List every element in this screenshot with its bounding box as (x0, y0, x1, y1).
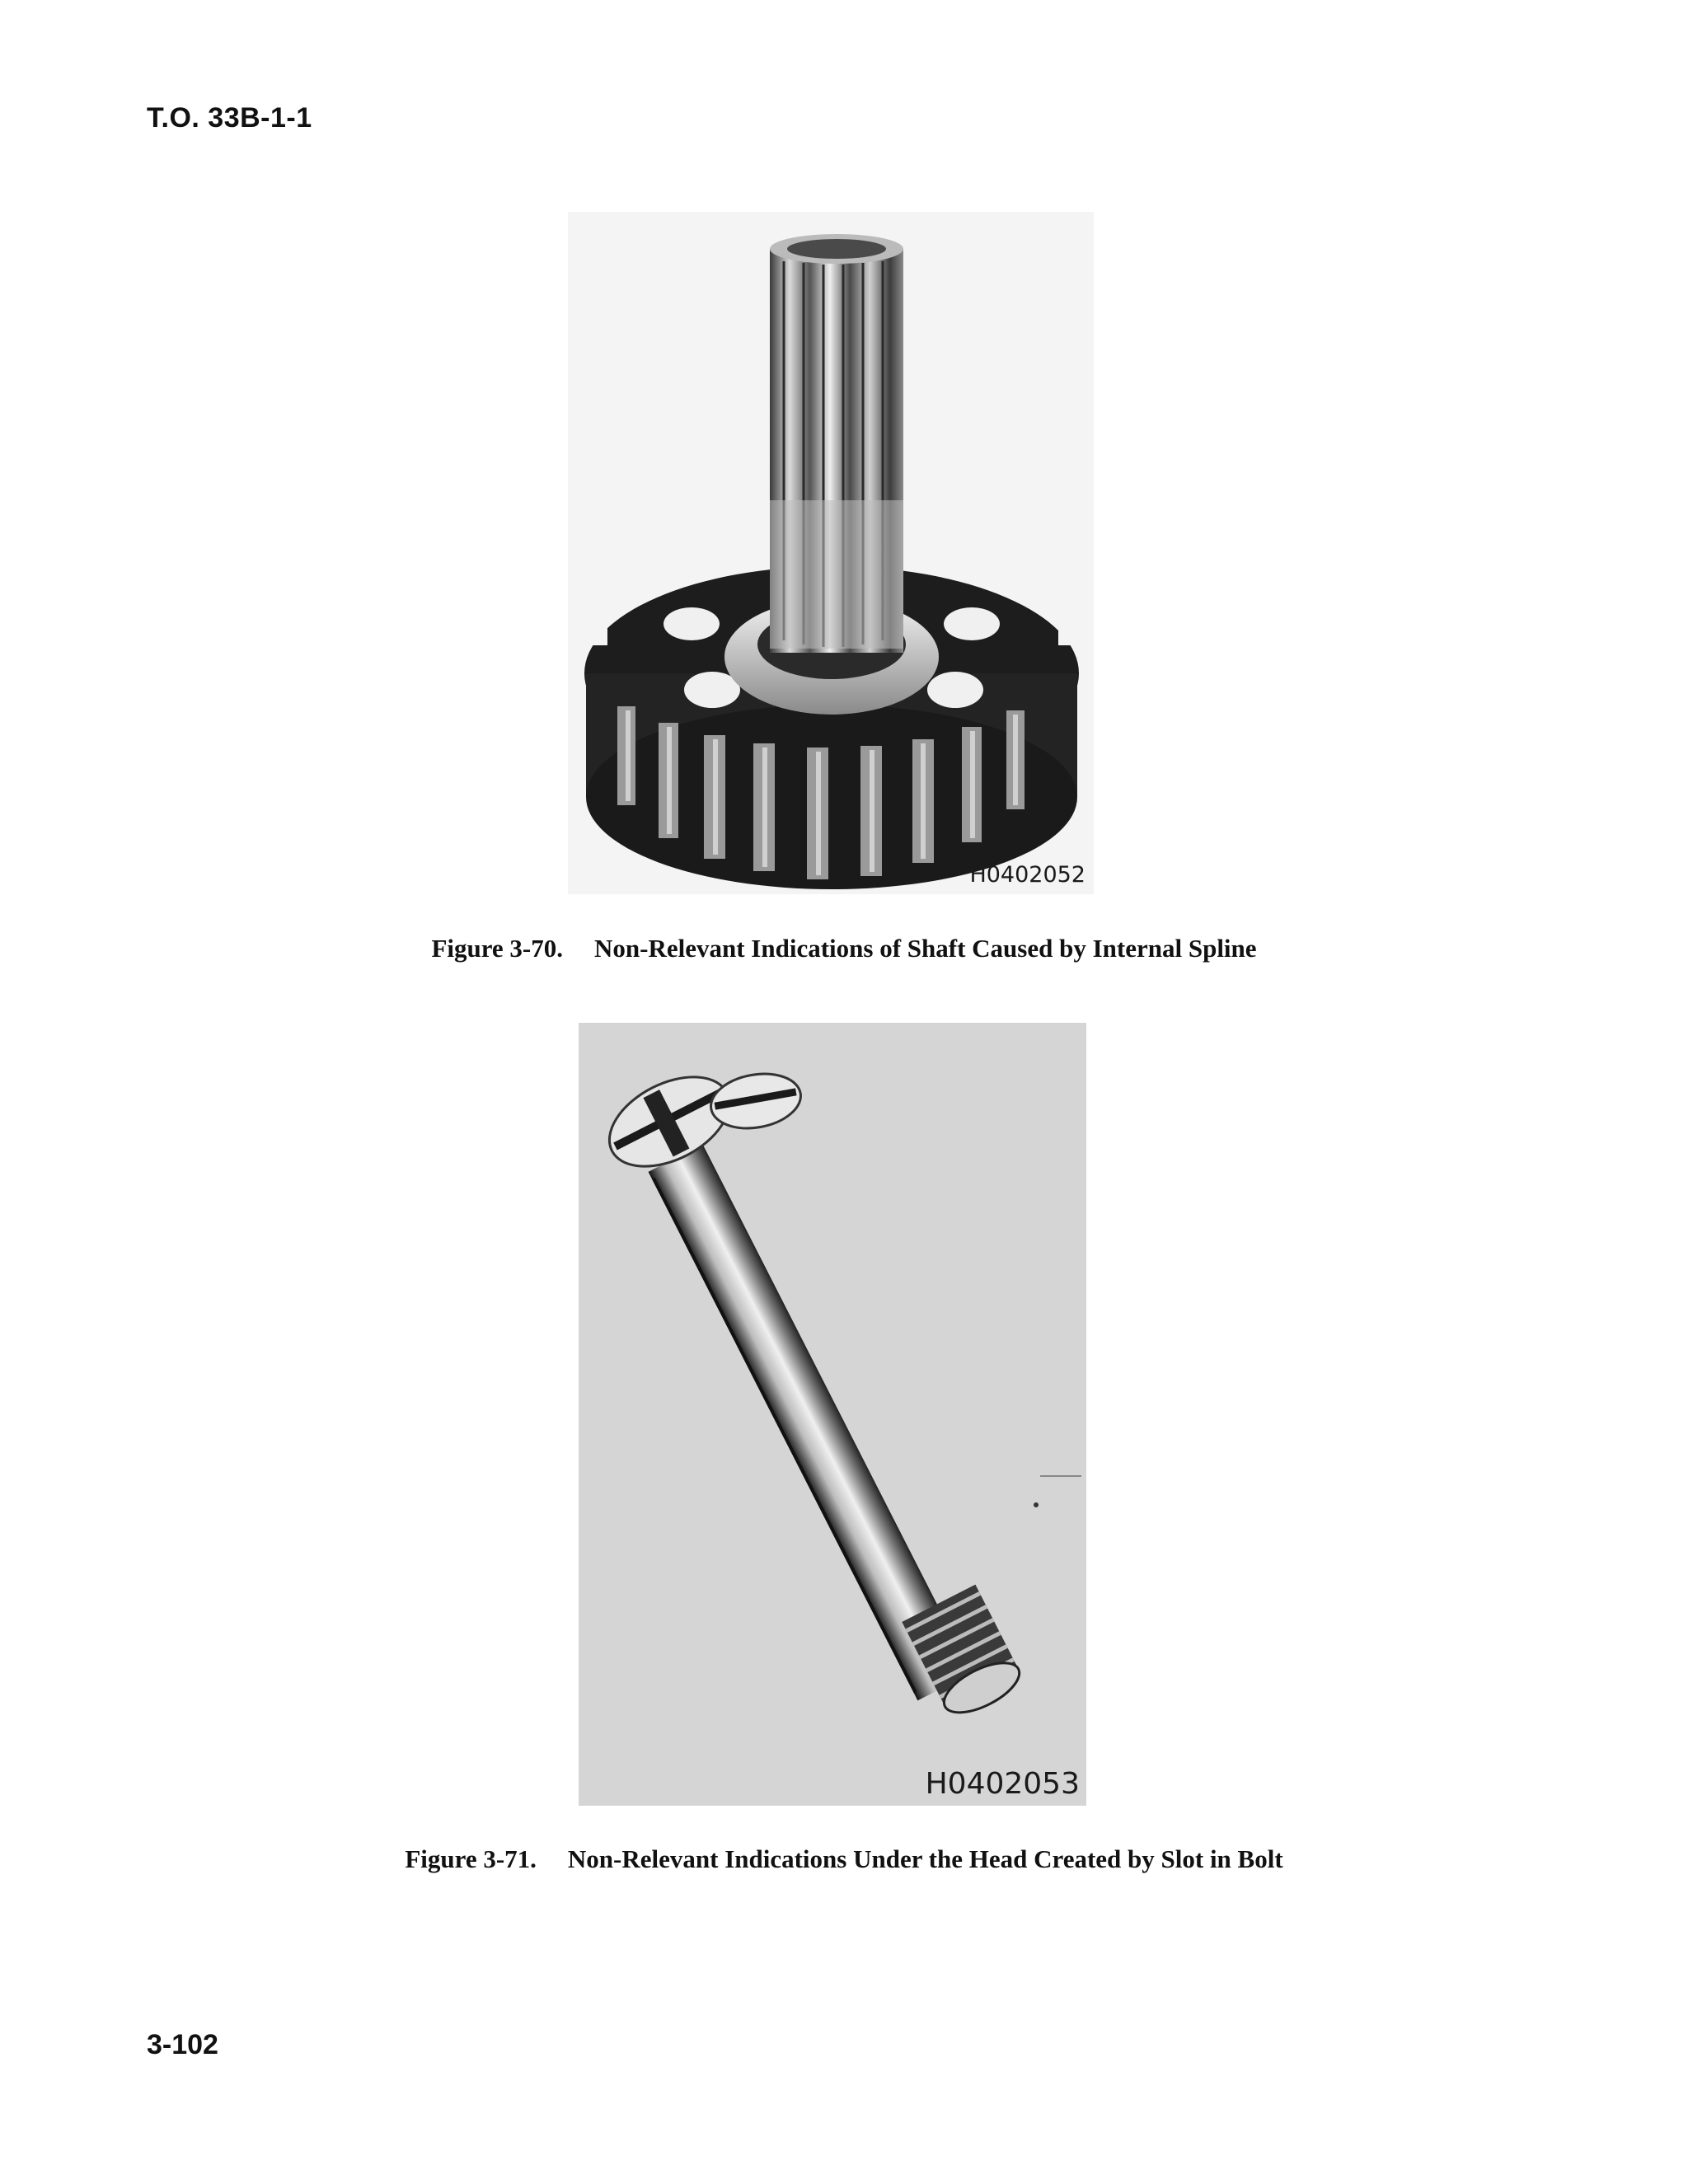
figure-3-71-photo (579, 1023, 1086, 1806)
figure-title: Non-Relevant Indications Under the Head Created by Slot in Bolt (567, 1844, 1283, 1873)
figure-number: Figure 3-71. (405, 1844, 537, 1873)
photo-id-label: H0402053 (925, 1767, 1080, 1801)
figure-3-70-caption (0, 934, 1688, 963)
page-number: 3-102 (147, 2029, 218, 2060)
figure-3-71-caption (0, 1844, 1688, 1874)
splined-shaft-gear-image (568, 212, 1094, 894)
figure-title: Non-Relevant Indications of Shaft Caused by Internal Spline (594, 934, 1257, 963)
document-code: T.O. 33B-1-1 (147, 102, 312, 134)
photo-id-label: H0402052 (969, 862, 1085, 888)
figure-3-70-photo (568, 212, 1094, 894)
figure-number: Figure 3-70. (431, 934, 564, 963)
slotted-bolt-image (579, 1023, 1086, 1806)
